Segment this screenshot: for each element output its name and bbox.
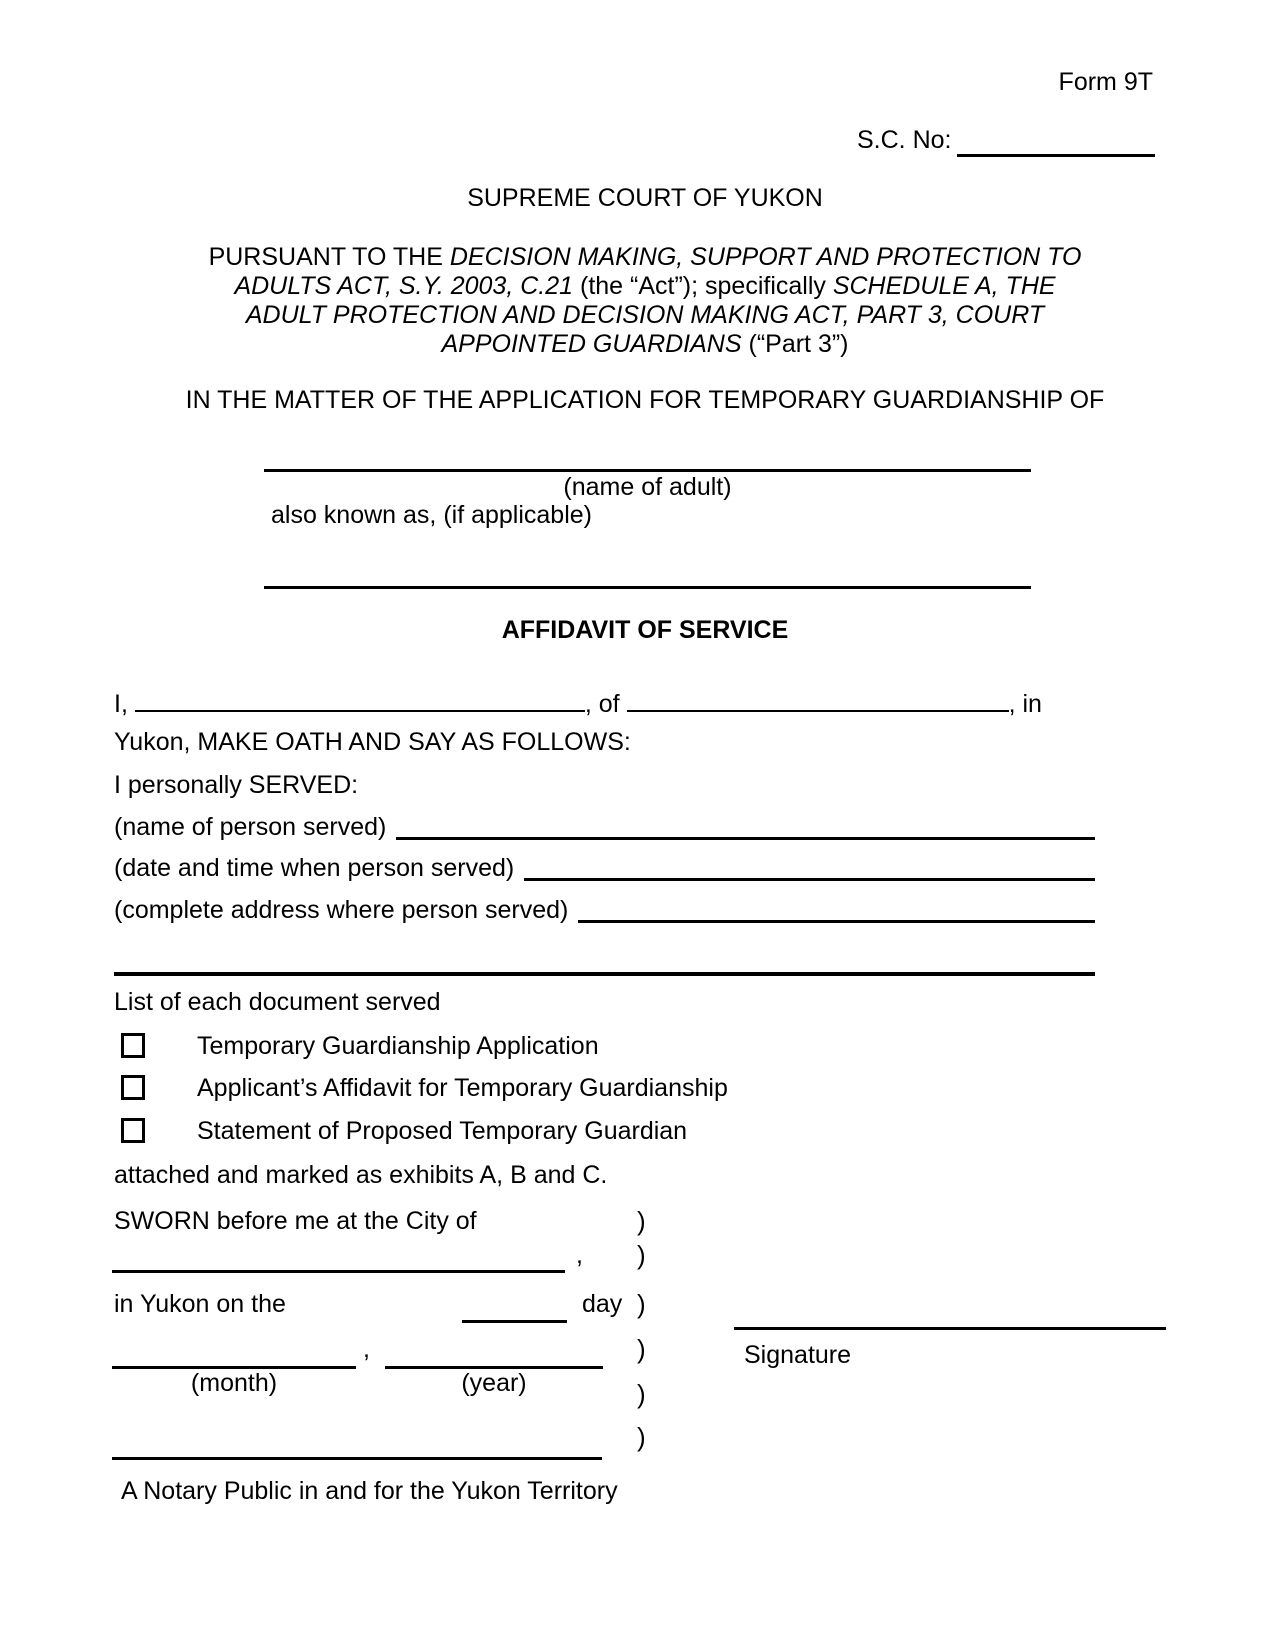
oath-opening-line [114, 688, 1094, 717]
matter-heading: IN THE MATTER OF THE APPLICATION FOR TEMPORARY GUARDIANSHIP OF [185, 386, 1105, 414]
jurat-bracket: ) [637, 1379, 646, 1409]
court-title: SUPREME COURT OF YUKON [467, 184, 823, 212]
name-of-adult-caption: (name of adult) [563, 473, 732, 501]
document-list-heading: List of each document served [114, 988, 441, 1016]
month-caption: (month) [190, 1369, 278, 1397]
of-label: , of [584, 690, 620, 718]
notary-caption: A Notary Public in and for the Yukon Territory [121, 1477, 618, 1505]
deponent-name-field[interactable] [135, 688, 585, 712]
pursuant-line-4 [175, 330, 1115, 359]
served-label: I personally SERVED: [114, 771, 359, 799]
city-comma: , [576, 1241, 583, 1269]
oath-line-2: Yukon, MAKE OATH AND SAY AS FOLLOWS: [114, 728, 631, 756]
schedule-name-italic: SCHEDULE A, THE [832, 272, 1056, 300]
jurat-bracket: ) [637, 1334, 646, 1364]
in-label: , in [1008, 690, 1042, 718]
document-item-label: Statement of Proposed Temporary Guardian [197, 1117, 688, 1145]
act-name-italic: ADULTS ACT, S.Y. 2003, C.21 [234, 272, 574, 300]
person-served-label: (name of person served) [114, 813, 387, 841]
pursuant-text: (the “Act”); specifically [573, 272, 833, 300]
address-served-row [114, 897, 1095, 925]
document-item-label: Applicant’s Affidavit for Temporary Guardianship [197, 1074, 728, 1102]
jurat-bracket: ) [637, 1289, 646, 1319]
sc-no-field[interactable] [957, 127, 1155, 157]
in-yukon-label: in Yukon on the [114, 1290, 286, 1318]
i-label: I, [114, 690, 128, 718]
datetime-served-row [114, 855, 1095, 883]
jurat-bracket: ) [637, 1206, 646, 1236]
attached-note: attached and marked as exhibits A, B and C. [114, 1161, 608, 1189]
year-field[interactable] [385, 1338, 603, 1369]
year-caption: (year) [461, 1369, 527, 1397]
section-title: AFFIDAVIT OF SERVICE [501, 616, 789, 644]
pursuant-line-2 [175, 272, 1115, 301]
form-number: Form 9T [1058, 68, 1153, 96]
pursuant-text: (“Part 3”) [741, 330, 849, 358]
address-served-field[interactable] [578, 897, 1095, 923]
signature-caption: Signature [744, 1341, 852, 1369]
schedule-name-italic: APPOINTED GUARDIANS [441, 330, 742, 358]
schedule-name-italic: ADULT PROTECTION AND DECISION MAKING ACT, PART 3, COURT [245, 301, 1045, 329]
jurat-bracket: ) [637, 1422, 646, 1452]
pursuant-line-1 [175, 243, 1115, 272]
act-name-italic: DECISION MAKING, SUPPORT AND PROTECTION TO [449, 243, 1082, 271]
document-item-label: Temporary Guardianship Application [197, 1032, 599, 1060]
address-served-label: (complete address where person served) [114, 896, 569, 924]
address-continuation-field[interactable] [114, 944, 1095, 976]
checkbox-statement-proposed-guardian[interactable] [121, 1118, 145, 1143]
month-field[interactable] [112, 1338, 356, 1369]
deponent-place-field[interactable] [627, 688, 1009, 712]
city-field[interactable] [112, 1242, 565, 1273]
signature-field[interactable] [734, 1299, 1166, 1330]
jurat-bracket: ) [637, 1240, 646, 1270]
aka-field[interactable] [264, 558, 1031, 589]
datetime-served-field[interactable] [524, 855, 1095, 881]
person-served-field[interactable] [396, 814, 1095, 840]
month-year-comma: , [363, 1335, 370, 1363]
checkbox-applicants-affidavit[interactable] [121, 1075, 145, 1100]
pursuant-line-3 [175, 301, 1115, 330]
aka-label: also known as, (if applicable) [271, 501, 592, 529]
pursuant-text: PURSUANT TO THE [208, 243, 450, 271]
datetime-served-label: (date and time when person served) [114, 854, 515, 882]
notary-signature-field[interactable] [112, 1429, 602, 1460]
sworn-label: SWORN before me at the City of [114, 1207, 477, 1235]
day-label: day [582, 1290, 623, 1318]
sc-no-label: S.C. No: [857, 126, 952, 154]
pursuant-paragraph [175, 243, 1115, 359]
person-served-row [114, 814, 1095, 842]
checkbox-temporary-guardianship-application[interactable] [121, 1033, 145, 1058]
day-field[interactable] [462, 1292, 567, 1323]
name-of-adult-field[interactable] [264, 441, 1031, 472]
